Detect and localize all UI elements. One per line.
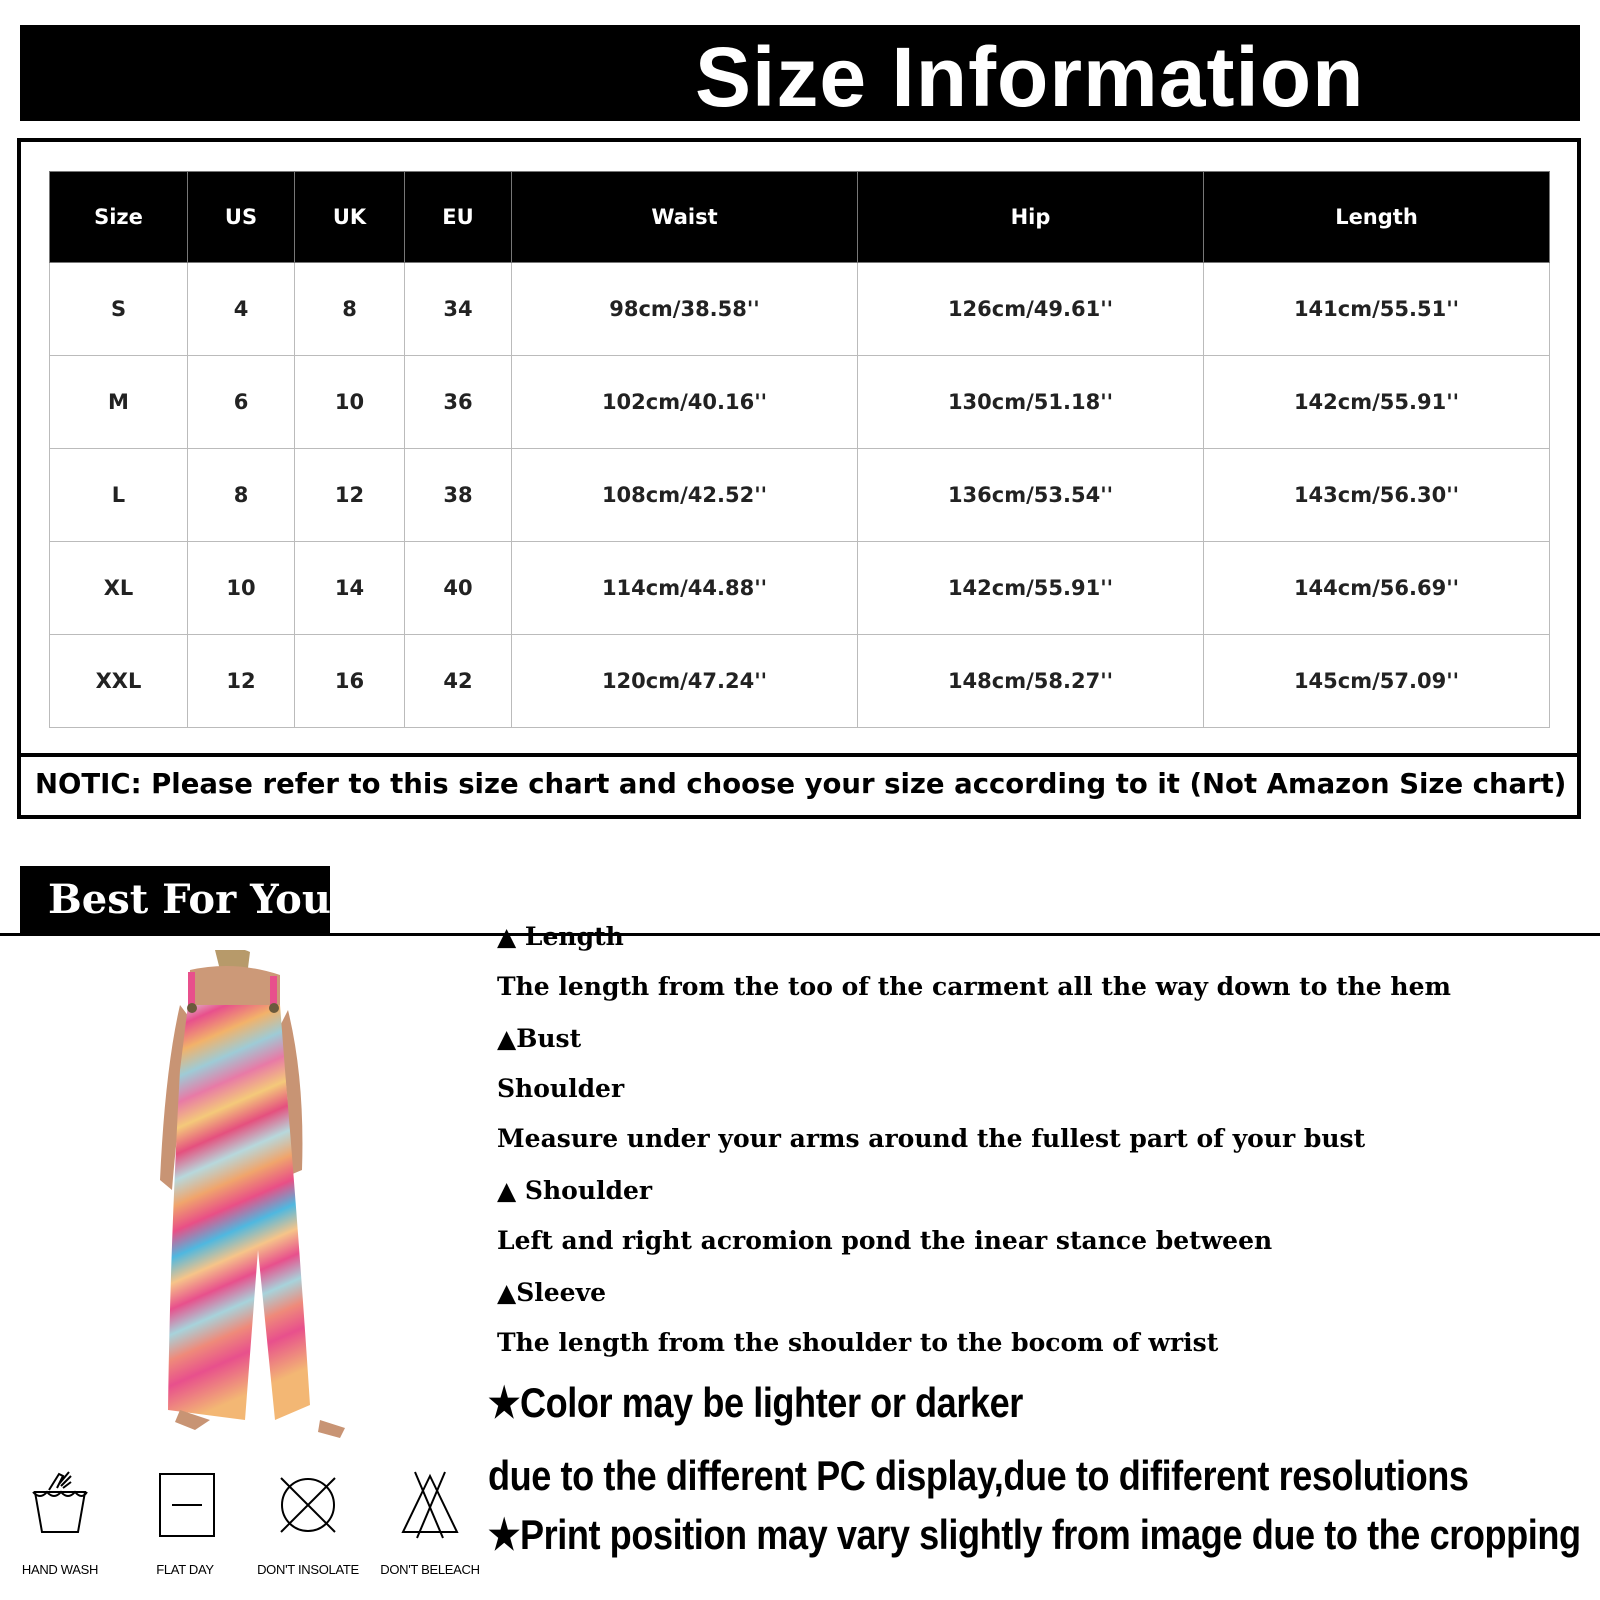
table-cell: 114cm/44.88'' bbox=[512, 542, 858, 635]
care-label-do-not-insolate: DON'T INSOLATE bbox=[257, 1562, 359, 1577]
table-cell: 38 bbox=[405, 449, 512, 542]
care-item-flat-dry bbox=[125, 1470, 245, 1577]
col-header-length: Length bbox=[1204, 172, 1550, 263]
care-item-do-not-bleach bbox=[370, 1470, 490, 1577]
table-row bbox=[50, 635, 1550, 728]
care-item-do-not-insolate bbox=[248, 1470, 368, 1577]
col-header-uk: UK bbox=[295, 172, 405, 263]
table-cell: 120cm/47.24'' bbox=[512, 635, 858, 728]
table-cell: 8 bbox=[188, 449, 295, 542]
table-cell: 14 bbox=[295, 542, 405, 635]
table-cell: 16 bbox=[295, 635, 405, 728]
table-cell: 42 bbox=[405, 635, 512, 728]
table-cell: 10 bbox=[295, 356, 405, 449]
table-cell: 144cm/56.69'' bbox=[1204, 542, 1550, 635]
do-not-bleach-icon bbox=[395, 1470, 465, 1540]
do-not-insolate-icon bbox=[273, 1470, 343, 1540]
table-cell: L bbox=[50, 449, 188, 542]
desc-length-heading: ▲ Length bbox=[497, 922, 624, 951]
best-for-you-divider bbox=[0, 933, 1600, 936]
note-display: due to the different PC display,due to dififerent resolutions bbox=[488, 1452, 1469, 1499]
table-row bbox=[50, 542, 1550, 635]
table-cell: S bbox=[50, 263, 188, 356]
desc-shoulder-text: Left and right acromion pond the inear stance between bbox=[497, 1226, 1273, 1255]
desc-shoulder-heading: ▲ Shoulder bbox=[497, 1176, 653, 1205]
table-cell: 36 bbox=[405, 356, 512, 449]
table-row bbox=[50, 263, 1550, 356]
table-cell: 136cm/53.54'' bbox=[858, 449, 1204, 542]
table-cell: 142cm/55.91'' bbox=[1204, 356, 1550, 449]
hand-wash-icon bbox=[25, 1470, 95, 1540]
table-cell: 4 bbox=[188, 263, 295, 356]
table-cell: M bbox=[50, 356, 188, 449]
care-item-hand-wash bbox=[0, 1470, 120, 1577]
table-cell: 143cm/56.30'' bbox=[1204, 449, 1550, 542]
col-header-us: US bbox=[188, 172, 295, 263]
table-cell: 6 bbox=[188, 356, 295, 449]
table-header-row bbox=[50, 172, 1550, 263]
table-cell: XL bbox=[50, 542, 188, 635]
notice-divider bbox=[17, 753, 1581, 757]
note-color: ★Color may be lighter or darker bbox=[488, 1379, 1023, 1426]
care-label-do-not-bleach: DON'T BELEACH bbox=[380, 1562, 480, 1577]
table-cell: 126cm/49.61'' bbox=[858, 263, 1204, 356]
desc-sleeve-text: The length from the shoulder to the bocom of wrist bbox=[497, 1328, 1219, 1357]
table-row bbox=[50, 356, 1550, 449]
size-table bbox=[49, 171, 1550, 728]
table-cell: 8 bbox=[295, 263, 405, 356]
best-for-you-tab bbox=[20, 866, 330, 936]
col-header-eu: EU bbox=[405, 172, 512, 263]
desc-bust-heading: ▲Bust bbox=[497, 1024, 582, 1053]
desc-length-text: The length from the too of the carment all the way down to the hem bbox=[497, 972, 1451, 1001]
table-cell: 145cm/57.09'' bbox=[1204, 635, 1550, 728]
table-cell: 102cm/40.16'' bbox=[512, 356, 858, 449]
best-for-you-label: Best For You bbox=[48, 876, 331, 923]
size-notice: NOTIC: Please refer to this size chart and choose your size according to it (Not Amazon Size chart) bbox=[35, 768, 1567, 800]
model-jumpsuit-illustration bbox=[140, 950, 370, 1460]
flat-dry-icon bbox=[150, 1470, 220, 1540]
table-cell: 10 bbox=[188, 542, 295, 635]
table-cell: 98cm/38.58'' bbox=[512, 263, 858, 356]
title-bar bbox=[20, 25, 1580, 124]
col-header-size: Size bbox=[50, 172, 188, 263]
table-cell: 12 bbox=[188, 635, 295, 728]
table-row bbox=[50, 449, 1550, 542]
page-title: Size Information bbox=[695, 30, 1365, 124]
table-cell: 148cm/58.27'' bbox=[858, 635, 1204, 728]
col-header-hip: Hip bbox=[858, 172, 1204, 263]
table-cell: 12 bbox=[295, 449, 405, 542]
col-header-waist: Waist bbox=[512, 172, 858, 263]
note-print-position: ★Print position may vary slightly from image due to the cropping bbox=[488, 1511, 1581, 1558]
table-cell: XXL bbox=[50, 635, 188, 728]
table-cell: 141cm/55.51'' bbox=[1204, 263, 1550, 356]
table-cell: 34 bbox=[405, 263, 512, 356]
care-label-hand-wash: HAND WASH bbox=[21, 1562, 99, 1577]
desc-bust-sub: Shoulder bbox=[497, 1074, 625, 1103]
care-label-flat-dry: FLAT DAY bbox=[156, 1562, 214, 1577]
table-cell: 142cm/55.91'' bbox=[858, 542, 1204, 635]
table-cell: 40 bbox=[405, 542, 512, 635]
desc-bust-text: Measure under your arms around the fullest part of your bust bbox=[497, 1124, 1366, 1153]
table-cell: 130cm/51.18'' bbox=[858, 356, 1204, 449]
desc-sleeve-heading: ▲Sleeve bbox=[497, 1278, 607, 1307]
table-cell: 108cm/42.52'' bbox=[512, 449, 858, 542]
